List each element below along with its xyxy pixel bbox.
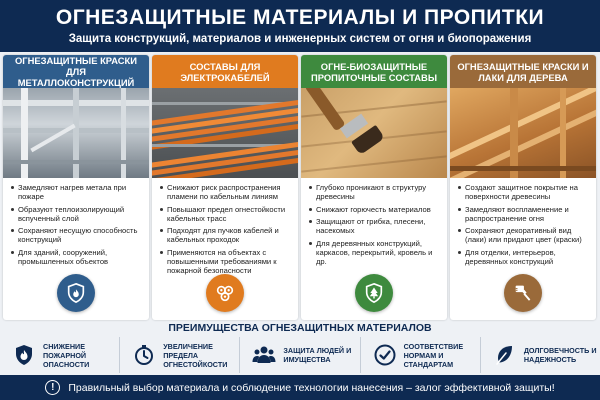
feature-list [450, 178, 596, 266]
column-title: ОГНЕ-БИОЗАЩИТНЫЕ ПРОПИТОЧНЫЕ СОСТАВЫ [301, 55, 447, 88]
list-item: Защищают от грибка, плесени, насекомых [309, 217, 441, 235]
steel-frame-photo [3, 88, 149, 178]
stopwatch-icon [132, 343, 156, 367]
leaf-icon [493, 343, 517, 367]
fire-shield-icon [57, 274, 95, 312]
product-columns [3, 55, 597, 320]
wood-brush-photo [301, 88, 447, 178]
list-item: Сохраняют несущую способность конструкций [11, 226, 143, 244]
advantage-item [361, 337, 481, 373]
advantages-title: ПРЕИМУЩЕСТВА ОГНЕЗАЩИТНЫХ МАТЕРИАЛОВ [168, 322, 432, 334]
list-item: Для деревянных конструкций, каркасов, перекрытий, кровель и др. [309, 239, 441, 266]
advantage-label: СООТВЕТСТВИЕ НОРМАМ И СТАНДАРТАМ [403, 341, 464, 369]
list-item: Снижают горючесть материалов [309, 205, 441, 214]
list-item: Применяются на объектах с повышенными требованиями к пожарной безопасности [160, 248, 292, 275]
people-icon [252, 343, 276, 367]
column-title: ОГНЕЗАЩИТНЫЕ КРАСКИ И ЛАКИ ДЛЯ ДЕРЕВА [450, 55, 596, 88]
advantage-item [120, 337, 240, 373]
feature-list [152, 178, 298, 275]
page-subtitle: Защита конструкций, материалов и инженерных систем от огня и биопоражения [68, 33, 532, 45]
timber-ceiling-photo [450, 88, 596, 178]
check-circle-icon [373, 343, 397, 367]
column-steel-paints [3, 55, 149, 320]
list-item: Повышают предел огнестойкости кабельных трасс [160, 205, 292, 223]
tree-shield-icon [355, 274, 393, 312]
list-item: Создают защитное покрытие на поверхности древесины [458, 183, 590, 201]
cables-icon [206, 274, 244, 312]
list-item: Замедляют воспламенение и распространение огня [458, 205, 590, 223]
page-title: ОГНЕЗАЩИТНЫЕ МАТЕРИАЛЫ И ПРОПИТКИ [55, 6, 545, 29]
column-bio-impregnation [301, 55, 447, 320]
list-item: Образуют теплоизолирующий вспученный слой [11, 205, 143, 223]
list-item: Для зданий, сооружений, промышленных объектов [11, 248, 143, 266]
advantage-label: ЗАЩИТА ЛЮДЕЙ И ИМУЩЕСТВА [283, 346, 352, 364]
feature-list [3, 178, 149, 266]
column-title: ОГНЕЗАЩИТНЫЕ КРАСКИ ДЛЯ МЕТАЛЛОКОНСТРУКЦИЙ [3, 55, 149, 88]
footer-text: Правильный выбор материала и соблюдение технологии нанесения – залог эффективной защиты! [68, 381, 555, 394]
advantage-label: ДОЛГОВЕЧНОСТЬ И НАДЕЖНОСТЬ [523, 346, 597, 364]
list-item: Снижают риск распространения пламени по кабельным линиям [160, 183, 292, 201]
advantage-label: СНИЖЕНИЕ ПОЖАРНОЙ ОПАСНОСТИ [43, 341, 90, 369]
list-item: Замедляют нагрев метала при пожаре [11, 183, 143, 201]
advantage-item [0, 337, 120, 373]
header-banner [0, 0, 600, 52]
column-cable-compounds [152, 55, 298, 320]
list-item: Глубоко проникают в структуру древесины [309, 183, 441, 201]
advantage-item [481, 337, 600, 373]
column-title: СОСТАВЫ ДЛЯ ЭЛЕКТРОКАБЕЛЕЙ [152, 55, 298, 88]
advantage-label: УВЕЛИЧЕНИЕ ПРЕДЕЛА ОГНЕСТОЙКОСТИ [163, 341, 228, 369]
advantages-row [0, 337, 600, 373]
feature-list [301, 178, 447, 266]
paint-brush-icon [504, 274, 542, 312]
column-wood-paints [450, 55, 596, 320]
list-item: Подходят для пучков кабелей и кабельных проходок [160, 226, 292, 244]
cable-trays-photo [152, 88, 298, 178]
list-item: Для отделки, интерьеров, деревянных конструкций [458, 248, 590, 266]
flame-icon [12, 343, 36, 367]
exclamation-icon: ! [45, 380, 60, 395]
footer-banner [0, 375, 600, 400]
list-item: Сохраняют декоративный вид (лаки) или придают цвет (краски) [458, 226, 590, 244]
advantage-item [240, 337, 360, 373]
